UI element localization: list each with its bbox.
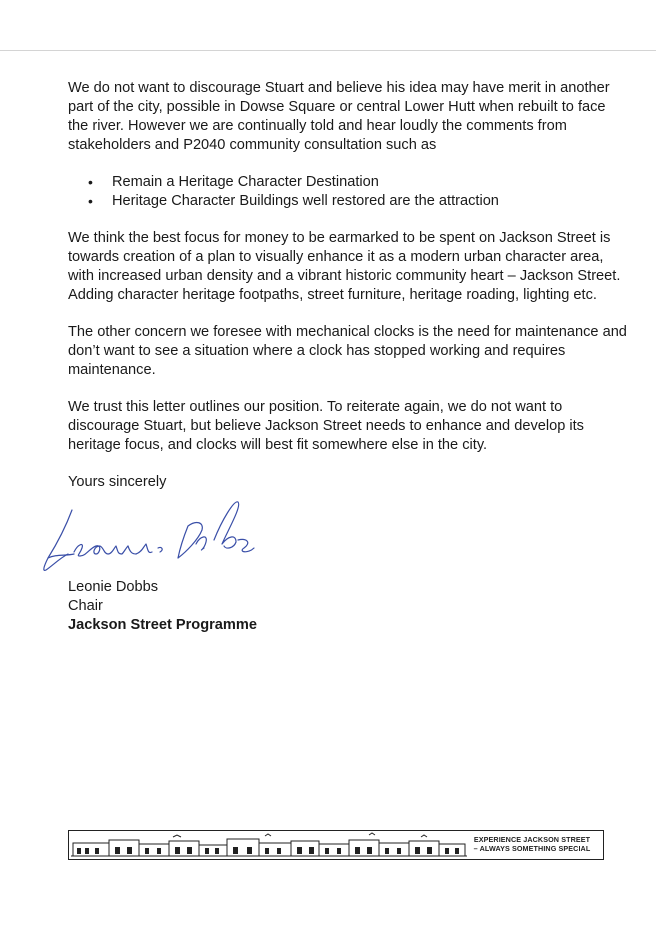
bullet-list: [68, 173, 628, 211]
footer-tagline: [473, 836, 591, 853]
paragraph-3: The other concern we foresee with mechanical clocks is the need for maintenance and don’t want to see a situation where a clock has stopped working and requires maintenance.: [68, 324, 627, 378]
signer-title: Chair: [68, 598, 103, 614]
streetscape-illustration: [69, 831, 469, 859]
tagline-line-2: – ALWAYS SOMETHING SPECIAL: [473, 843, 591, 853]
bullet-item: [88, 192, 628, 211]
footer-banner: [68, 830, 604, 860]
bullet-item: [88, 173, 628, 192]
bullet-icon: •: [88, 193, 93, 209]
paragraph-2: We think the best focus for money to be earmarked to be spent on Jackson Street is towards creation of a plan to visually enhance it as a modern urban character area, with increased urban density and a vibrant historic community heart – Jackson Street. Adding character heritage footpaths, street furniture, heritage roading, lighting etc.: [68, 230, 621, 303]
page-top-rule: [0, 50, 656, 51]
bullet-text: Remain a Heritage Character Destination: [112, 174, 379, 190]
bullet-icon: •: [88, 174, 93, 190]
tagline-line-1: EXPERIENCE JACKSON STREET: [473, 835, 591, 844]
handwritten-signature: [38, 496, 268, 576]
paragraph-4: We trust this letter outlines our position. To reiterate again, we do not want to discourage Stuart, but believe Jackson Street needs to enhance and develop its heritage focus, and clocks will best fit somewhere else in the city.: [68, 399, 584, 453]
closing-salutation: Yours sincerely: [68, 474, 167, 490]
signer-name: Leonie Dobbs: [68, 579, 159, 595]
letter-body: [68, 79, 628, 635]
organization-name: Jackson Street Programme: [68, 617, 257, 633]
paragraph-1: We do not want to discourage Stuart and believe his idea may have merit in another part of the city, possible in Dowse Square or central Lower Hutt when rebuilt to face the river. However we are continually told and hear loudly the comments from stakeholders and P2040 community consultation such as: [68, 80, 610, 153]
bullet-text: Heritage Character Buildings well restored are the attraction: [112, 193, 499, 209]
